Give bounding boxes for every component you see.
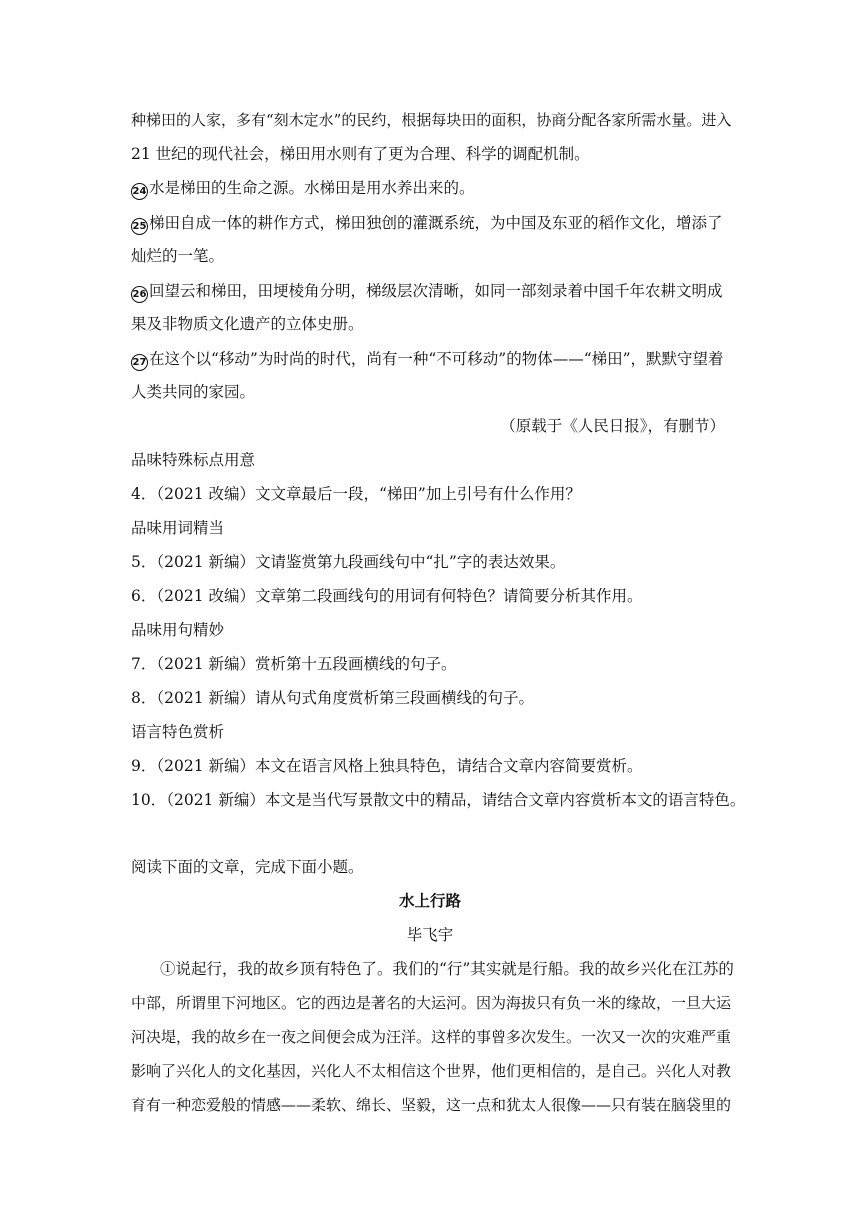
question-7: 7．（2021 新编）赏析第十五段画横线的句子。 xyxy=(131,655,457,673)
question-5: 5．（2021 新编）文请鉴赏第九段画线句中“扎”字的表达效果。 xyxy=(131,553,566,571)
question-6: 6．（2021 改编）文章第二段画线句的用词有何特色？请简要分析其作用。 xyxy=(131,587,643,605)
paragraph-24 xyxy=(131,177,731,200)
paragraph-26-line-1: 回望云和梯田，田埂棱角分明，梯级层次清晰，如同一部刻录着中国千年农耕文明成 xyxy=(149,282,723,300)
passage2-line-4: 影响了兴化人的文化基因，兴化人不太相信这个世界，他们更相信的，是自己。兴化人对教 xyxy=(131,1062,732,1080)
article-author: 毕飞宇 xyxy=(406,926,454,944)
passage1-line-1: 种梯田的人家，多有“刻木定水”的民约，根据每块田的面积，协商分配各家所需水量。进入 xyxy=(131,111,732,129)
section-heading-punctuation: 品味特殊标点用意 xyxy=(131,451,256,469)
question-9: 9．（2021 新编）本文在语言风格上独具特色，请结合文章内容简要赏析。 xyxy=(131,757,643,775)
paragraph-27-line-1: 在这个以“移动”为时尚的时代，尚有一种“不可移动”的物体——“梯田”，默默守望着 xyxy=(149,350,724,368)
source-note: （原载于《人民日报》，有删节） xyxy=(500,417,725,435)
question-10: 10．（2021 新编）本文是当代写景散文中的精品，请结合文章内容赏析本文的语言特色。 xyxy=(131,791,746,809)
passage2-line-2: 中部，所谓里下河地区。它的西边是著名的大运河。因为海拔只有负一米的缘故，一旦大运 xyxy=(131,994,732,1012)
passage2-line-5: 育有一种恋爱般的情感——柔软、绵长、坚毅，这一点和犹太人很像——只有装在脑袋里的 xyxy=(131,1096,732,1114)
reading-instruction: 阅读下面的文章，完成下面小题。 xyxy=(131,858,364,876)
section-heading-sentences: 品味用句精妙 xyxy=(131,621,225,639)
paragraph-27 xyxy=(131,348,731,371)
paragraph-number-24: 24 xyxy=(131,183,148,200)
section-heading-wording: 品味用词精当 xyxy=(131,519,225,537)
question-8: 8．（2021 新编）请从句式角度赏析第三段画横线的句子。 xyxy=(131,689,534,707)
passage1-line-2: 21 世纪的现代社会，梯田用水则有了更为合理、科学的调配机制。 xyxy=(131,145,590,163)
paragraph-26-line-2: 果及非物质文化遗产的立体史册。 xyxy=(131,315,364,333)
paragraph-25-line-1: 梯田自成一体的耕作方式，梯田独创的灌溉系统，为中国及东亚的稻作文化，增添了 xyxy=(149,214,723,232)
paragraph-24-line-1: 水是梯田的生命之源。水梯田是用水养出来的。 xyxy=(149,179,475,197)
paragraph-25 xyxy=(131,212,731,235)
section-heading-language: 语言特色赏析 xyxy=(131,723,225,741)
question-4: 4．（2021 改编）文文章最后一段，“梯田”加上引号有什么作用？ xyxy=(131,485,581,503)
paragraph-25-line-2: 灿烂的一笔。 xyxy=(131,247,225,265)
paragraph-26 xyxy=(131,280,731,303)
paragraph-27-line-2: 人类共同的家园。 xyxy=(131,383,256,401)
passage2-line-1: ①说起行，我的故乡顶有特色了。我们的“行”其实就是行船。我的故乡兴化在江苏的 xyxy=(160,960,734,978)
paragraph-number-25: 25 xyxy=(131,218,148,235)
paragraph-number-27: 27 xyxy=(131,354,148,371)
article-title: 水上行路 xyxy=(398,891,461,910)
paragraph-number-26: 26 xyxy=(131,286,148,303)
passage2-line-3: 河决堤，我的故乡在一夜之间便会成为汪洋。这样的事曾多次发生。一次又一次的灾难严重 xyxy=(131,1028,732,1046)
